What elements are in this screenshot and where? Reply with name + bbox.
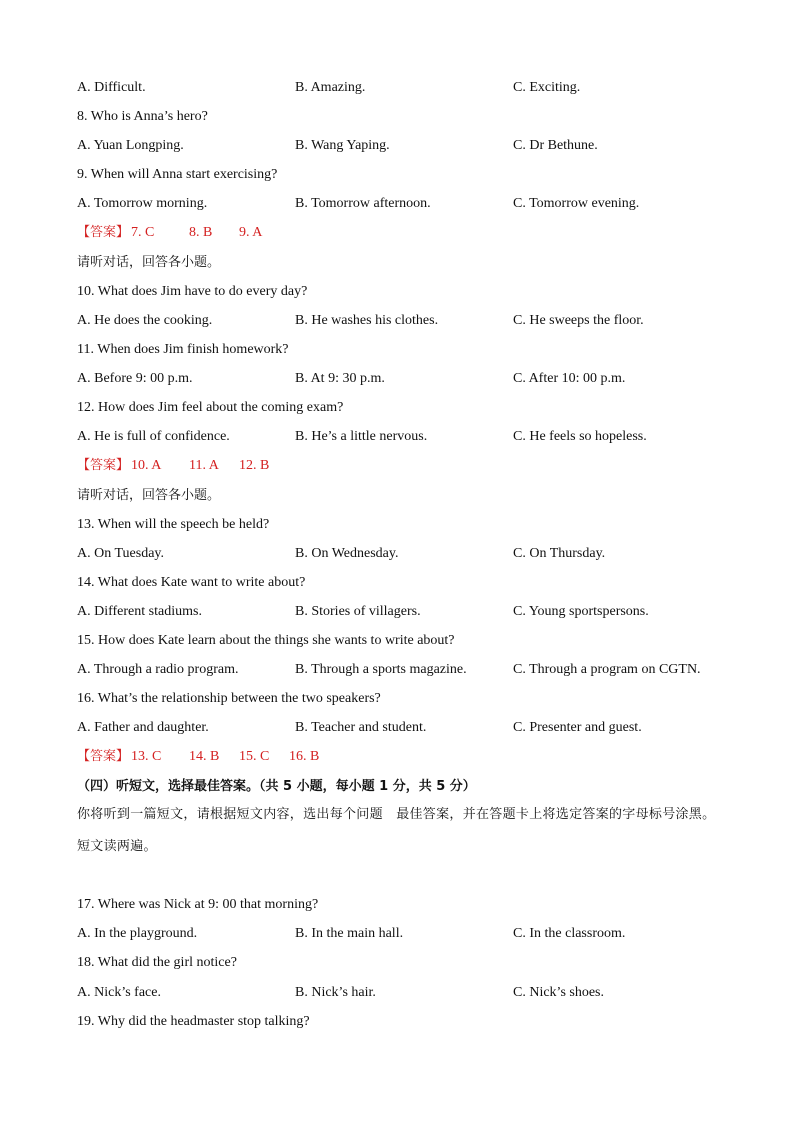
answer-item: 16. B — [289, 749, 320, 764]
answer-item: 13. C — [131, 749, 162, 764]
q10-option-a: A. He does the cooking. — [77, 313, 213, 328]
q16-option-b: B. Teacher and student. — [295, 720, 427, 735]
question-16: 16. What’s the relationship between the two speakers? — [77, 691, 381, 706]
q11-option-a: A. Before 9: 00 p.m. — [77, 371, 193, 386]
q13-option-b: B. On Wednesday. — [295, 546, 399, 561]
answer-item: 9. A — [239, 225, 263, 240]
question-11: 11. When does Jim finish homework? — [77, 342, 289, 357]
answer-item: 10. A — [131, 458, 162, 473]
q12-option-c: C. He feels so hopeless. — [513, 429, 647, 444]
q9-option-c: C. Tomorrow evening. — [513, 196, 640, 211]
question-17: 17. Where was Nick at 9: 00 that morning? — [77, 897, 319, 912]
q15-option-c: C. Through a program on CGTN. — [513, 662, 701, 677]
q14-option-b: B. Stories of villagers. — [295, 604, 421, 619]
answer-item: 7. C — [131, 225, 155, 240]
q8-option-b: B. Wang Yaping. — [295, 138, 390, 153]
q13-option-c: C. On Thursday. — [513, 546, 606, 561]
q12-option-a: A. He is full of confidence. — [77, 429, 230, 444]
answer-item: 11. A — [189, 458, 219, 473]
question-13: 13. When will the speech be held? — [77, 517, 270, 532]
answer-key-7-9 — [77, 224, 262, 242]
q7-option-a: A. Difficult. — [77, 80, 146, 95]
question-19: 19. Why did the headmaster stop talking? — [77, 1014, 310, 1029]
q10-option-b: B. He washes his clothes. — [295, 313, 439, 328]
q18-option-a: A. Nick’s face. — [77, 985, 161, 1000]
answer-tag: 【答案】 — [77, 225, 130, 240]
q11-option-b: B. At 9: 30 p.m. — [295, 371, 385, 386]
q7-option-c: C. Exciting. — [513, 80, 581, 95]
q15-option-a: A. Through a radio program. — [77, 662, 239, 677]
question-15: 15. How does Kate learn about the things she wants to write about? — [77, 633, 455, 648]
q18-option-c: C. Nick’s shoes. — [513, 985, 604, 1000]
q17-option-a: A. In the playground. — [77, 926, 198, 941]
q8-option-c: C. Dr Bethune. — [513, 138, 598, 153]
q14-option-c: C. Young sportspersons. — [513, 604, 649, 619]
q9-option-b: B. Tomorrow afternoon. — [295, 196, 431, 211]
instruction: 请听对话，回答各小题。 — [77, 488, 221, 503]
section-heading: （四）听短文，选择最佳答案。（共 5 小题，每小题 1 分，共 5 分） — [77, 779, 476, 794]
question-8: 8. Who is Anna’s hero? — [77, 109, 208, 124]
q10-option-c: C. He sweeps the floor. — [513, 313, 644, 328]
question-18: 18. What did the girl notice? — [77, 955, 237, 970]
q18-option-b: B. Nick’s hair. — [295, 985, 376, 1000]
q17-option-c: C. In the classroom. — [513, 926, 626, 941]
answer-item: 12. B — [239, 458, 270, 473]
q8-option-a: A. Yuan Longping. — [77, 138, 184, 153]
answer-item: 15. C — [239, 749, 270, 764]
question-12: 12. How does Jim feel about the coming exam? — [77, 400, 344, 415]
q14-option-a: A. Different stadiums. — [77, 604, 202, 619]
q7-option-b: B. Amazing. — [295, 80, 366, 95]
q11-option-c: C. After 10: 00 p.m. — [513, 371, 626, 386]
answer-tag: 【答案】 — [77, 749, 130, 764]
answer-item: 8. B — [189, 225, 213, 240]
answer-tag: 【答案】 — [77, 458, 130, 473]
q17-option-b: B. In the main hall. — [295, 926, 404, 941]
answer-key-13-16 — [77, 748, 319, 766]
q16-option-c: C. Presenter and guest. — [513, 720, 642, 735]
instruction: 请听对话，回答各小题。 — [77, 255, 221, 270]
question-10: 10. What does Jim have to do every day? — [77, 284, 308, 299]
question-14: 14. What does Kate want to write about? — [77, 575, 306, 590]
answer-item: 14. B — [189, 749, 220, 764]
section-instructions: 你将听到一篇短文，请根据短文内容，选出每个问题 最佳答案，并在答题卡上将选定答案的字母标号涂黑。短文读两遍。 — [77, 807, 716, 854]
q9-option-a: A. Tomorrow morning. — [77, 196, 208, 211]
q15-option-b: B. Through a sports magazine. — [295, 662, 467, 677]
q16-option-a: A. Father and daughter. — [77, 720, 209, 735]
question-9: 9. When will Anna start exercising? — [77, 167, 278, 182]
q12-option-b: B. He’s a little nervous. — [295, 429, 428, 444]
answer-key-10-12 — [77, 457, 269, 475]
q13-option-a: A. On Tuesday. — [77, 546, 164, 561]
